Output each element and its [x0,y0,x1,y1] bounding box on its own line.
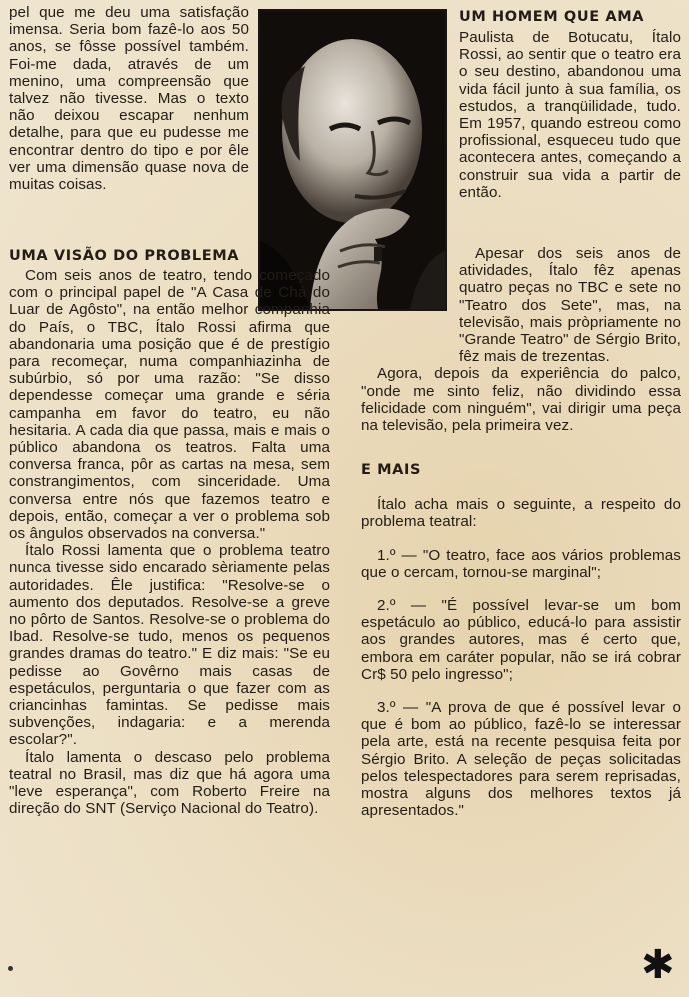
left-intro-block [9,4,249,193]
heading-e-mais: E MAIS [361,462,422,479]
end-mark-asterisk: ✱ [641,942,675,988]
page-dot [8,966,13,971]
left-paragraph-2: Ítalo Rossi lamenta que o problema teatro nunca tivesse sido encarado sèriamente pelas autoridades. Êle justifica: "Resolve-se o aumento dos deputados. Resolve-se a greve no pôrto de Santos. Resolve-se o problema do Ibad. Resolve-se tudo, menos os pequenos grandes dramas do teatro." E diz mais: "Se eu pedisse ao Govêrno mais casas de espetáculos, perguntaria o que fazer com as criancinhas famintas. Se pedisse mais subvenções, indagaria: e a merenda escolar?". [9,542,330,749]
left-paragraph-3: Ítalo lamenta o descaso pelo problema teatral no Brasil, mas diz que há agora uma "leve esperança", com Roberto Freire na direção do SNT (Serviço Nacional do Teatro). [9,748,330,818]
list-item-1: 1.º — "O teatro, face aos vários problemas que o cercam, tornou-se marginal"; [361,546,681,581]
heading-visao-do-problema: UMA VISÃO DO PROBLEMA [9,248,240,264]
left-column [9,248,330,818]
right-paragraph-3: Agora, depois da experiência do palco, "onde me sinto feliz, não dividindo essa felicidade com ninguém", vai dirigir uma peça na televisão, pela primeira vez. [361,365,681,435]
right-column [361,245,681,819]
right-paragraph-1: Paulista de Botucatu, Ítalo Rossi, ao sentir que o teatro era o seu destino, abandonou uma vida fácil junto à sua família, os estudos, a tranqüilidade, tudo. Em 1957, quando estreou como profissional, esqueceu tudo que acontecera antes, começando a construir sua vida a partir de então. [459,29,681,201]
left-intro-paragraph: pel que me deu uma satisfação imensa. Seria bom fazê-lo aos 50 anos, se fôsse possível também. Foi-me dada, através de um menino, uma compreensão que talvez não tivesse. Mas o texto não deixou escapar nenhum detalhe, para que eu pudesse me encontrar dentro do tipo e por êle ver uma dimensão quase nova de muitas coisas. [9,4,249,194]
right-top-block [459,9,681,201]
right-mais-intro: Ítalo acha mais o seguinte, a respeito do problema teatral: [361,496,681,531]
left-paragraph-1: Com seis anos de teatro, tendo começado com o principal papel de "A Casa de Chá do Luar de Agôsto", na então melhor companhia do País, o TBC, Ítalo Rossi afirma que abandonaria uma posição que é de prestígio para recomeçar, numa companhiazinha de subúrbio, só por uma razão: "Se disso dependesse começar uma grande e séria campanha em favor do teatro, eu não hesitaria. A cada dia que passa, mais e mais o público abandona os teatros. Falta uma conversa franca, pôr as cartas na mesa, sem constrangimentos, com sinceridade. Uma conversa entre nós que fazemos teatro e depois, então, começar a ver o problema sob os ângulos observados na conversa." [9,267,330,543]
list-item-3: 3.º — "A prova de que é possível levar o que é bom ao público, fazê-lo se interessar pela arte, está na recente pesquisa feita por Sérgio Brito. A seleção de peças solicitadas pelos telespectadores para serem reprisadas, mostra alguns dos melhores textos já apresentados." [361,699,681,820]
list-item-2: 2.º — "É possível levar-se um bom espetáculo ao público, educá-lo para assistir aos grandes autores, mas é certo que, embora em caráter popular, não se irá cobrar Cr$ 50 pelo ingresso"; [361,597,681,683]
heading-um-homem-que-ama: UM HOMEM QUE AMA [459,9,645,25]
right-paragraph-2: Apesar dos seis anos de atividades, Ítalo fêz apenas quatro peças no TBC e sete no "Teatro dos Sete", mas, na televisão, mais pròpriamente no "Grande Teatro" de Sérgio Brito, fêz mais de trezentas. [459,245,681,366]
